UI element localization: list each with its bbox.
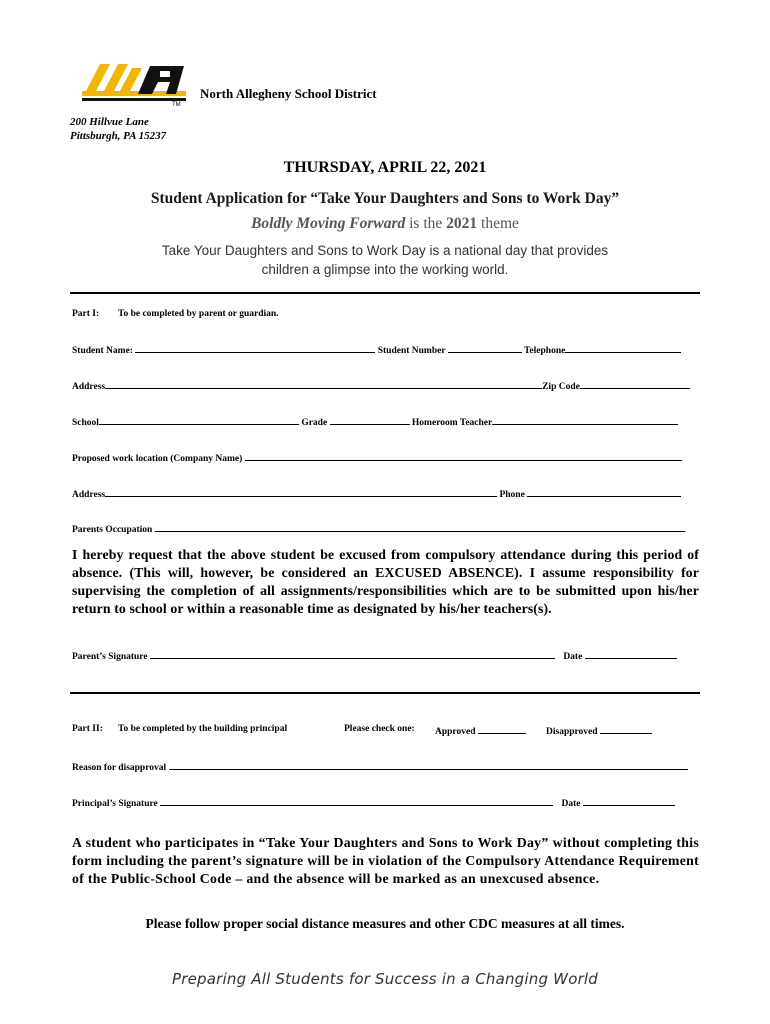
part2-label: Part II: (72, 724, 103, 734)
district-motto: Preparing All Students for Success in a Changing World (171, 970, 599, 988)
parent-date-label: Date (563, 652, 583, 662)
principals-signature-field[interactable] (160, 796, 553, 806)
district-logo (80, 58, 192, 108)
row-principal-signature (72, 796, 675, 809)
approved-option (435, 724, 526, 737)
parent-date-field[interactable] (585, 649, 677, 659)
proposed-location-label: Proposed work location (Company Name) (72, 454, 243, 464)
divider-middle (70, 692, 700, 694)
reason-field[interactable] (169, 760, 688, 770)
student-name-field[interactable] (135, 343, 375, 353)
logo-trademark: TM (172, 102, 181, 108)
row-address (72, 379, 690, 392)
theme-line (0, 215, 770, 233)
part1-instruction: To be completed by parent or guardian. (118, 309, 279, 319)
parents-signature-field[interactable] (150, 649, 555, 659)
grade-label: Grade (301, 418, 328, 428)
address-field[interactable] (105, 379, 542, 389)
phone-field[interactable] (527, 487, 681, 497)
grade-field[interactable] (330, 415, 410, 425)
row-reason (72, 760, 688, 773)
address-line1: 200 Hillvue Lane (70, 116, 149, 128)
reason-label: Reason for disapproval (72, 763, 167, 773)
row-school (72, 415, 678, 428)
student-number-field[interactable] (448, 343, 522, 353)
theme-year: 2021 (446, 215, 478, 232)
row-parent-signature (72, 649, 677, 662)
event-date: THURSDAY, APRIL 22, 2021 (283, 159, 487, 176)
request-paragraph: I hereby request that the above student be excused from compulsory attendance during this period of absence. (This will, however, be considered an EXCUSED ABSENCE). I assume responsibility for supervising the completion of all assignments/responsibilities which are to be submitted upon his/her return to school or within a reasonable time as designated by his/her teachers(s). (72, 547, 699, 616)
theme-word: theme (477, 215, 519, 232)
phone-label: Phone (499, 490, 525, 500)
parents-signature-label: Parent’s Signature (72, 652, 148, 662)
description-line2: children a glimpse into the working world. (261, 262, 509, 277)
row-location (72, 451, 682, 464)
company-address-label: Address (72, 490, 106, 500)
approved-label: Approved (435, 727, 476, 737)
part1-label: Part I: (72, 309, 100, 319)
student-name-label: Student Name: (72, 346, 133, 356)
zip-code-field[interactable] (580, 379, 690, 389)
parents-occupation-field[interactable] (155, 522, 685, 532)
zip-code-label: Zip Code (542, 382, 580, 392)
parents-occupation-label: Parents Occupation (72, 525, 153, 535)
warning-paragraph: A student who participates in “Take Your Daughters and Sons to Work Day” without completing this form including the parent’s signature will be in violation of the Compulsory Attendance Requirement of the Public-School Code – and the absence will be marked as an unexcused absence. (72, 835, 699, 886)
school-field[interactable] (99, 415, 299, 425)
school-label: School (72, 418, 99, 428)
principals-signature-label: Principal’s Signature (72, 799, 158, 809)
proposed-location-field[interactable] (245, 451, 682, 461)
part2-instruction: To be completed by the building principal (118, 724, 288, 734)
address-line2: Pittsburgh, PA 15237 (70, 130, 167, 142)
address-label: Address (72, 382, 106, 392)
principal-date-label: Date (561, 799, 581, 809)
company-address-field[interactable] (105, 487, 497, 497)
application-title: Student Application for “Take Your Daughters and Sons to Work Day” (150, 190, 620, 207)
row-company-address (72, 487, 681, 500)
telephone-field[interactable] (565, 343, 681, 353)
theme-is-the: is the (405, 215, 447, 232)
student-number-label: Student Number (377, 346, 446, 356)
distance-note: Please follow proper social distance measures and other CDC measures at all times. (145, 916, 625, 931)
na-logo-icon (80, 58, 192, 108)
row-occupation (72, 522, 685, 535)
row-student (72, 343, 681, 356)
theme-name: Boldly Moving Forward (251, 215, 406, 232)
disapproved-field[interactable] (600, 724, 652, 734)
disapproved-label: Disapproved (546, 727, 598, 737)
telephone-label: Telephone (523, 346, 566, 356)
please-check-label: Please check one: (344, 724, 415, 734)
disapproved-option (546, 724, 652, 737)
divider-top (70, 292, 700, 294)
approved-field[interactable] (478, 724, 526, 734)
district-name: North Allegheny School District (200, 86, 377, 101)
homeroom-teacher-field[interactable] (492, 415, 678, 425)
description-line1: Take Your Daughters and Sons to Work Day is a national day that provides (161, 243, 609, 258)
homeroom-teacher-label: Homeroom Teacher (411, 418, 493, 428)
principal-date-field[interactable] (583, 796, 675, 806)
